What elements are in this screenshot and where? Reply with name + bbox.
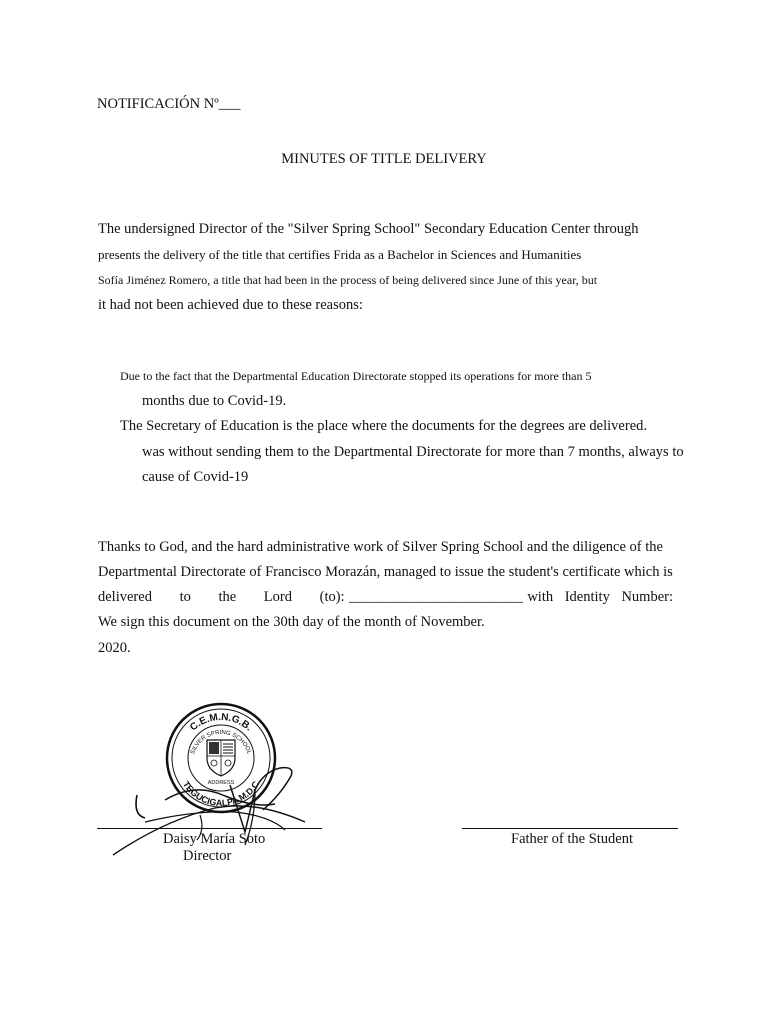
year-line: 2020. bbox=[98, 640, 131, 656]
reason-item bbox=[120, 418, 647, 435]
recipient-blank: ________________________ bbox=[348, 589, 523, 605]
reason-continuation: months due to Covid-19. bbox=[142, 393, 287, 409]
reason-item bbox=[120, 369, 592, 384]
reason-text: Due to the fact that the Departmental Education Directorate stopped its operations for more than 5 bbox=[120, 369, 592, 383]
parent-signature-line bbox=[462, 828, 678, 829]
notification-blank: ___ bbox=[218, 96, 241, 112]
delivered-label: delivered to the Lord (to): bbox=[98, 589, 345, 605]
document-title: MINUTES OF TITLE DELIVERY bbox=[281, 151, 487, 167]
intro-line: it had not been achieved due to these reasons: bbox=[98, 297, 363, 313]
thanks-line: Thanks to God, and the hard administrative work of Silver Spring School and the diligence of the bbox=[98, 539, 663, 555]
intro-line: Sofía Jiménez Romero, a title that had been in the process of being delivered since June of this year, but bbox=[98, 273, 598, 287]
sign-date-line: We sign this document on the 30th day of the month of November. bbox=[98, 614, 485, 630]
notification-label: NOTIFICACIÓN Nº bbox=[97, 96, 219, 112]
stamp-ring-text: C.E.M.N.G.B. bbox=[188, 711, 255, 734]
director-title: Director bbox=[183, 848, 232, 864]
director-signature-line bbox=[97, 828, 322, 829]
director-name: Daisy María Soto bbox=[163, 831, 266, 847]
intro-line: presents the delivery of the title that certifies Frida as a Bachelor in Sciences and Humanities bbox=[98, 247, 582, 262]
reason-continuation: cause of Covid-19 bbox=[142, 469, 249, 485]
delivered-line bbox=[98, 589, 673, 606]
stamp-address: ADDRESS bbox=[207, 780, 235, 786]
identity-label: with Identity Number: bbox=[527, 589, 673, 605]
reason-continuation: was without sending them to the Departmental Directorate for more than 7 months, always to bbox=[142, 444, 684, 460]
notification-number bbox=[97, 96, 240, 113]
thanks-line: Departmental Directorate of Francisco Morazán, managed to issue the student's certificate which is bbox=[98, 564, 673, 580]
stamp-inner-text: SILVER SPRING SCHOOL bbox=[190, 729, 252, 756]
reason-text: The Secretary of Education is the place where the documents for the degrees are delivered. bbox=[120, 418, 647, 434]
stamp-bottom-text: TEGUCIGALPA M.D.C bbox=[180, 779, 262, 809]
parent-signature-label: Father of the Student bbox=[511, 831, 634, 847]
intro-line: The undersigned Director of the "Silver Spring School" Secondary Education Center through bbox=[98, 221, 639, 237]
